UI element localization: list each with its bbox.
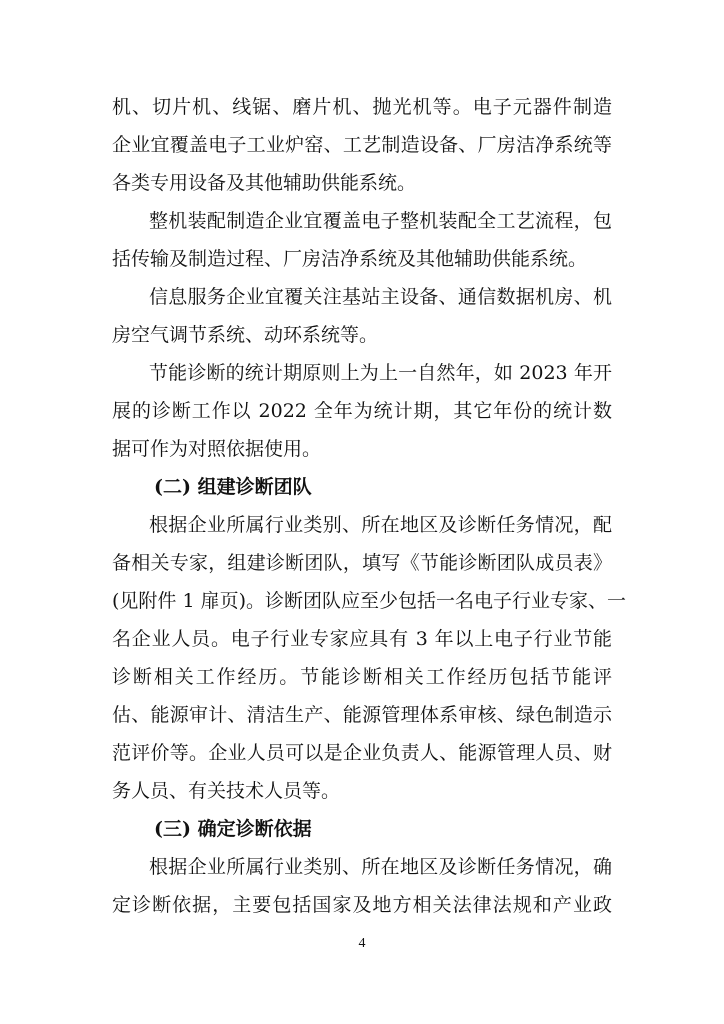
text-line: 房空气调节系统、动环系统等。 [112, 324, 379, 346]
section-heading-basis: (三) 确定诊断依据 [154, 818, 312, 840]
paragraph-assembly [112, 202, 612, 278]
text-line: 根据企业所属行业类别、所在地区及诊断任务情况，确 [149, 856, 612, 878]
page-number: 4 [358, 936, 366, 951]
text-line: 名企业人员。电子行业专家应具有 3 年以上电子行业节能 [112, 628, 612, 650]
paragraph-team [112, 506, 626, 810]
text-line: 据可作为对照依据使用。 [112, 438, 322, 460]
paragraph-information-service [112, 278, 612, 354]
text-line: 根据企业所属行业类别、所在地区及诊断任务情况，配 [149, 514, 612, 536]
paragraph-basis [112, 848, 612, 924]
text-line: 企业宜覆盖电子工业炉窑、工艺制造设备、厂房洁净系统等 [112, 134, 612, 156]
text-line: 信息服务企业宜覆关注基站主设备、通信数据机房、机 [149, 286, 612, 308]
text-line: 整机装配制造企业宜覆盖电子整机装配全工艺流程，包 [149, 210, 612, 232]
text-line: 机、切片机、线锯、磨片机、抛光机等。电子元器件制造 [112, 96, 612, 118]
text-line: 估、能源审计、清洁生产、能源管理体系审核、绿色制造示 [112, 704, 612, 726]
text-line: (见附件 1 扉页)。诊断团队应至少包括一名电子行业专家、一 [112, 590, 626, 612]
text-line: 务人员、有关技术人员等。 [112, 780, 341, 802]
section-heading-team: (二) 组建诊断团队 [154, 476, 312, 498]
text-line: 范评价等。企业人员可以是企业负责人、能源管理人员、财 [112, 742, 612, 764]
paragraph-continuation [112, 88, 612, 202]
paragraph-statistical-period [112, 354, 612, 468]
text-line: 节能诊断的统计期原则上为上一自然年，如 2023 年开 [149, 362, 612, 384]
text-line: 各类专用设备及其他辅助供能系统。 [112, 172, 417, 194]
text-line: 括传输及制造过程、厂房洁净系统及其他辅助供能系统。 [112, 248, 588, 270]
text-line: 展的诊断工作以 2022 全年为统计期，其它年份的统计数 [112, 400, 612, 422]
document-body [112, 88, 626, 924]
text-line: 备相关专家，组建诊断团队，填写《节能诊断团队成员表》 [112, 552, 612, 574]
text-line: 定诊断依据，主要包括国家及地方相关法律法规和产业政 [112, 894, 612, 916]
text-line: 诊断相关工作经历。节能诊断相关工作经历包括节能评 [112, 666, 612, 688]
